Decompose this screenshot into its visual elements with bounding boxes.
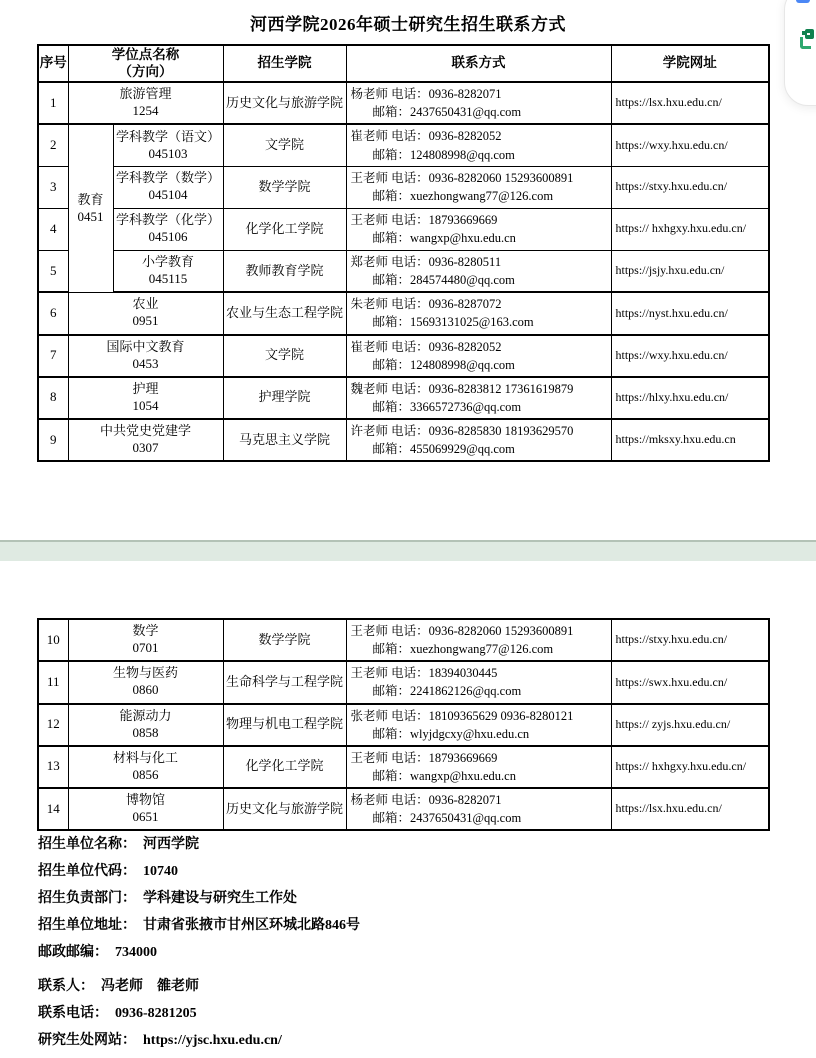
- degree-name-cell: 农业 0951: [68, 292, 223, 334]
- contact-cell: 郑老师 电话：0936-8280511 邮箱：284574480@qq.com: [346, 250, 611, 292]
- row-index: 8: [38, 377, 68, 419]
- table-header-row: [38, 45, 769, 82]
- header-contact: 联系方式: [346, 45, 611, 82]
- table-row: [38, 82, 769, 124]
- website-cell: https:// zyjs.hxu.edu.cn/: [611, 704, 769, 746]
- website-cell: https://wxy.hxu.edu.cn/: [611, 124, 769, 166]
- college-cell: 生命科学与工程学院: [223, 661, 346, 703]
- college-cell: 物理与机电工程学院: [223, 704, 346, 746]
- contact-cell: 魏老师 电话：0936-8283812 17361619879 邮箱：3366572736@qq.com: [346, 377, 611, 419]
- merged-group-cell: 教育 0451: [68, 124, 113, 292]
- website-cell: https://swx.hxu.edu.cn/: [611, 661, 769, 703]
- website-cell: https://lsx.hxu.edu.cn/: [611, 788, 769, 830]
- info-line-department: 招生负责部门： 学科建设与研究生工作处: [38, 891, 297, 906]
- degree-name-cell: 学科教学（语文） 045103: [113, 124, 223, 166]
- info-line-phone: 联系电话： 0936-8281205: [38, 1006, 197, 1021]
- translate-icon[interactable]: [800, 29, 814, 49]
- table-row: [38, 746, 769, 788]
- table-row: [38, 335, 769, 377]
- degree-name-cell: 学科教学（数学） 045104: [113, 166, 223, 208]
- table-row: [38, 619, 769, 661]
- website-cell: https://wxy.hxu.edu.cn/: [611, 335, 769, 377]
- contact-cell: 王老师 电话：18793669669 邮箱：wangxp@hxu.edu.cn: [346, 208, 611, 250]
- page-title: 河西学院2026年硕士研究生招生联系方式: [250, 15, 566, 34]
- contacts-table-page2: [37, 618, 770, 831]
- college-cell: 化学化工学院: [223, 208, 346, 250]
- table-row: [38, 292, 769, 334]
- info-line-address: 招生单位地址： 甘肃省张掖市甘州区环城北路846号: [38, 918, 360, 933]
- college-cell: 马克思主义学院: [223, 419, 346, 461]
- info-line-unit-code: 招生单位代码： 10740: [38, 864, 178, 879]
- degree-name-cell: 生物与医药 0860: [68, 661, 223, 703]
- website-cell: https://nyst.hxu.edu.cn/: [611, 292, 769, 334]
- contact-cell: 王老师 电话：18793669669 邮箱：wangxp@hxu.edu.cn: [346, 746, 611, 788]
- contact-cell: 杨老师 电话：0936-8282071 邮箱：2437650431@qq.com: [346, 788, 611, 830]
- college-cell: 数学学院: [223, 166, 346, 208]
- degree-name-cell: 中共党史党建学 0307: [68, 419, 223, 461]
- page-break-band: [0, 540, 816, 561]
- row-index: 4: [38, 208, 68, 250]
- website-cell: https://hlxy.hxu.edu.cn/: [611, 377, 769, 419]
- contact-cell: 王老师 电话：0936-8282060 15293600891 邮箱：xuezhongwang77@126.com: [346, 619, 611, 661]
- website-cell: https://stxy.hxu.edu.cn/: [611, 619, 769, 661]
- info-line-unit-name: 招生单位名称： 河西学院: [38, 837, 199, 852]
- degree-name-cell: 数学 0701: [68, 619, 223, 661]
- website-cell: https://stxy.hxu.edu.cn/: [611, 166, 769, 208]
- degree-name-cell: 旅游管理 1254: [68, 82, 223, 124]
- table-row: [38, 419, 769, 461]
- table-row: [38, 661, 769, 703]
- college-cell: 历史文化与旅游学院: [223, 82, 346, 124]
- header-website: 学院网址: [611, 45, 769, 82]
- degree-name-cell: 学科教学（化学） 045106: [113, 208, 223, 250]
- college-cell: 化学化工学院: [223, 746, 346, 788]
- row-index: 10: [38, 619, 68, 661]
- contact-cell: 崔老师 电话：0936-8282052 邮箱：124808998@qq.com: [346, 335, 611, 377]
- website-cell: https://mksxy.hxu.edu.cn: [611, 419, 769, 461]
- degree-name-cell: 能源动力 0858: [68, 704, 223, 746]
- info-line-postcode: 邮政邮编： 734000: [38, 945, 157, 960]
- college-cell: 护理学院: [223, 377, 346, 419]
- table-row: [38, 208, 769, 250]
- college-cell: 历史文化与旅游学院: [223, 788, 346, 830]
- website-cell: https:// hxhgxy.hxu.edu.cn/: [611, 208, 769, 250]
- row-index: 5: [38, 250, 68, 292]
- row-index: 2: [38, 124, 68, 166]
- degree-name-cell: 小学教育 045115: [113, 250, 223, 292]
- website-cell: https://lsx.hxu.edu.cn/: [611, 82, 769, 124]
- contact-cell: 崔老师 电话：0936-8282052 邮箱：124808998@qq.com: [346, 124, 611, 166]
- table-row: [38, 704, 769, 746]
- row-index: 11: [38, 661, 68, 703]
- header-degree-name: 学位点名称 （方向）: [68, 45, 223, 82]
- degree-name-cell: 材料与化工 0856: [68, 746, 223, 788]
- college-cell: 数学学院: [223, 619, 346, 661]
- contacts-table-page1: [37, 44, 770, 462]
- degree-name-cell: 国际中文教育 0453: [68, 335, 223, 377]
- website-cell: https://jsjy.hxu.edu.cn/: [611, 250, 769, 292]
- website-cell: https:// hxhgxy.hxu.edu.cn/: [611, 746, 769, 788]
- table-row: [38, 250, 769, 292]
- table-row: [38, 788, 769, 830]
- contact-cell: 朱老师 电话：0936-8287072 邮箱：15693131025@163.com: [346, 292, 611, 334]
- header-index: 序号: [38, 45, 68, 82]
- college-cell: 文学院: [223, 335, 346, 377]
- row-index: 9: [38, 419, 68, 461]
- row-index: 14: [38, 788, 68, 830]
- info-line-website: 研究生处网站： https://yjsc.hxu.edu.cn/: [38, 1033, 282, 1048]
- bookmark-icon[interactable]: [796, 0, 810, 3]
- contact-cell: 许老师 电话：0936-8285830 18193629570 邮箱：455069929@qq.com: [346, 419, 611, 461]
- row-index: 6: [38, 292, 68, 334]
- row-index: 1: [38, 82, 68, 124]
- college-cell: 教师教育学院: [223, 250, 346, 292]
- translate-icon-bracket: [800, 37, 811, 49]
- row-index: 13: [38, 746, 68, 788]
- table-row: [38, 377, 769, 419]
- contact-cell: 杨老师 电话：0936-8282071 邮箱：2437650431@qq.com: [346, 82, 611, 124]
- college-cell: 文学院: [223, 124, 346, 166]
- row-index: 12: [38, 704, 68, 746]
- contact-cell: 王老师 电话：0936-8282060 15293600891 邮箱：xuezhongwang77@126.com: [346, 166, 611, 208]
- floating-toolbar: [784, 0, 816, 106]
- college-cell: 农业与生态工程学院: [223, 292, 346, 334]
- degree-name-cell: 护理 1054: [68, 377, 223, 419]
- table-row: [38, 166, 769, 208]
- admissions-info-block: [38, 835, 360, 1058]
- degree-name-cell: 博物馆 0651: [68, 788, 223, 830]
- table-row: [38, 124, 769, 166]
- row-index: 7: [38, 335, 68, 377]
- row-index: 3: [38, 166, 68, 208]
- contact-cell: 张老师 电话：18109365629 0936-8280121 邮箱：wlyjdgcxy@hxu.edu.cn: [346, 704, 611, 746]
- header-college: 招生学院: [223, 45, 346, 82]
- contact-cell: 王老师 电话：18394030445 邮箱：2241862126@qq.com: [346, 661, 611, 703]
- info-line-contact-person: 联系人： 冯老师 雒老师: [38, 979, 199, 994]
